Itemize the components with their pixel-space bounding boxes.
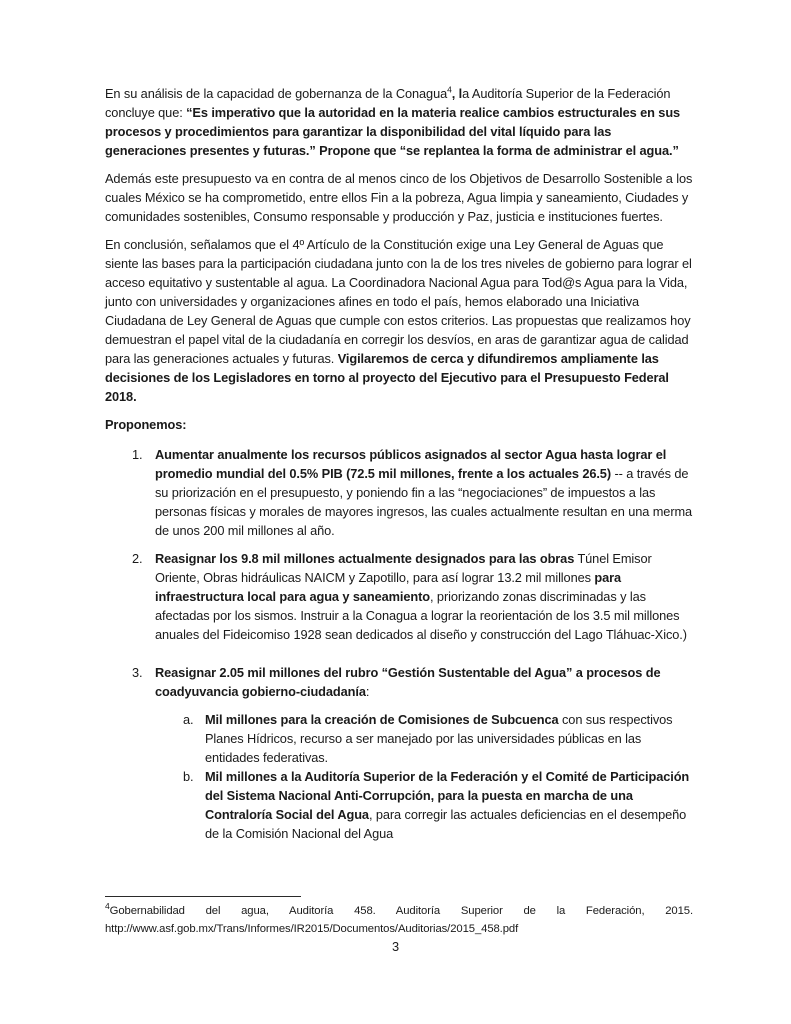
text-run-bold: Reasignar 2.05 mil millones del rubro “Gestión Sustentable del Agua” a procesos de coadyuvancia gobierno-ciudadanía <box>155 665 661 699</box>
text-run: -- a través de su priorización en el presupuesto, y poniendo fin a las “negociaciones” de impuestos a las personas físicas y morales de mayores ingresos, las cuales actualmente resultan en una merma de unos 200 mil millones al año. <box>155 466 693 538</box>
sub-list-item-letter: b. <box>183 769 194 784</box>
list-item-3 <box>105 663 693 701</box>
footnote-citation <box>105 902 693 920</box>
paragraph-sdg-objectives <box>105 169 693 226</box>
footnote-reference-marker: 4 <box>447 84 452 95</box>
text-run-bold: Reasignar los 9.8 mil millones actualmente designados para las obras <box>155 551 575 566</box>
text-run: Además este presupuesto va en contra de al menos cinco de los Objetivos de Desarrollo Sostenible a los cuales México se ha comprometido, entre ellos Fin a la pobreza, Agua limpia y saneamiento, Ciudades y comunidades sostenibles, Consumo responsable y producción y Paz, justicia e instituciones fuertes. <box>105 171 693 224</box>
text-run-bold: Vigilaremos de cerca y difundiremos ampliamente las decisiones de los Legisladores en torno al proyecto del Ejecutivo para el Presupuesto Federal 2018. <box>105 351 669 404</box>
text-run: , priorizando zonas discriminadas y las afectadas por los sismos. Instruir a la Conagua a lograr la reorientación de los 3.5 mil millones anuales del Fideicomiso 1928 sean dedicados al diseño y construcción del Lago Tláhuac-Xico.) <box>155 589 687 642</box>
text-run: En conclusión, señalamos que el 4º Artículo de la Constitución exige una Ley General de Aguas que siente las bases para la participación ciudadana junto con la de los tres niveles de gobierno para lograr el acceso equitativo y sustentable al agua. La Coordinadora Nacional Agua para Tod@s Agua para la Vida, junto con universidades y organizaciones afines en todo el país, hemos elaborado una Iniciativa Ciudadana de Ley General de Aguas que cumple con estos criterios. Las propuestas que realizamos hoy demuestran el papel vital de la ciudadanía en corregir los desvíos, en aras de garantizar agua de calidad para las generaciones actuales y futuras. <box>105 237 692 366</box>
text-run-bold: Mil millones a la Auditoría Superior de la Federación y el Comité de Participación del Sistema Nacional Anti-Corrupción, para la puesta en marcha de una Contraloría Social del Agua <box>205 769 690 822</box>
paragraph-conclusion <box>105 235 693 406</box>
sub-list <box>105 710 693 843</box>
footnote-number: 4 <box>105 901 110 912</box>
text-run: En su análisis de la capacidad de gobernanza de la Conagua <box>105 86 448 101</box>
footnote-area <box>105 896 693 938</box>
text-run: con sus respectivos Planes Hídricos, recurso a ser manejado por las universidades públicas en las entidades federativas. <box>205 712 673 765</box>
paragraph-conagua-analysis <box>105 84 693 160</box>
list-item-text <box>155 551 687 642</box>
list-item-number: 3. <box>132 665 143 680</box>
list-item-text <box>155 447 692 538</box>
text-run-bold: “Es imperativo que la autoridad en la materia realice cambios estructurales en sus procesos y procedimientos para garantizar la disponibilidad del vital líquido para las generaciones presentes y futuras.” Propone que “se replantea la forma de administrar el agua.” <box>105 105 681 158</box>
text-run: Túnel Emisor Oriente, Obras hidráulicas NAICM y Zapotillo, para así lograr 13.2 mil millones <box>155 551 652 585</box>
sub-list-item-text <box>205 769 689 841</box>
footnote-separator-rule <box>105 896 301 897</box>
document-body <box>105 84 693 843</box>
sub-list-item-text <box>205 712 672 765</box>
proposals-heading: Proponemos: <box>105 417 187 432</box>
list-item-1 <box>105 445 693 540</box>
text-run-bold: Aumentar anualmente los recursos públicos asignados al sector Agua hasta lograr el promedio mundial del 0.5% PIB (72.5 mil millones, frente a los actuales 26.5) <box>155 447 667 481</box>
list-item-number: 1. <box>132 447 143 462</box>
text-run-bold: para infraestructura local para agua y saneamiento <box>155 570 621 604</box>
list-item-2 <box>105 549 693 644</box>
list-item-number: 2. <box>132 551 143 566</box>
sub-list-item-letter: a. <box>183 712 194 727</box>
text-run-bold: , l <box>451 86 463 101</box>
text-run: a Auditoría Superior de la Federación concluye que: <box>105 86 671 120</box>
text-run-bold: Mil millones para la creación de Comisiones de Subcuenca <box>205 712 559 727</box>
sub-list-item-a <box>105 710 693 767</box>
text-run: : <box>365 684 370 699</box>
proposals-list <box>105 445 693 843</box>
page-number: 3 <box>391 939 400 954</box>
list-item-text <box>155 665 660 699</box>
footnote-url: http://www.asf.gob.mx/Trans/Informes/IR2015/Documentos/Auditorias/2015_458.pdf <box>105 923 519 935</box>
sub-list-item-b <box>105 767 693 843</box>
footnote-citation-text: Gobernabilidad del agua, Auditoría 458. Auditoría Superior de la Federación, 2015. <box>109 905 693 917</box>
text-run: , para corregir las actuales deficiencias en el desempeño de la Comisión Nacional del Agua <box>205 807 687 841</box>
